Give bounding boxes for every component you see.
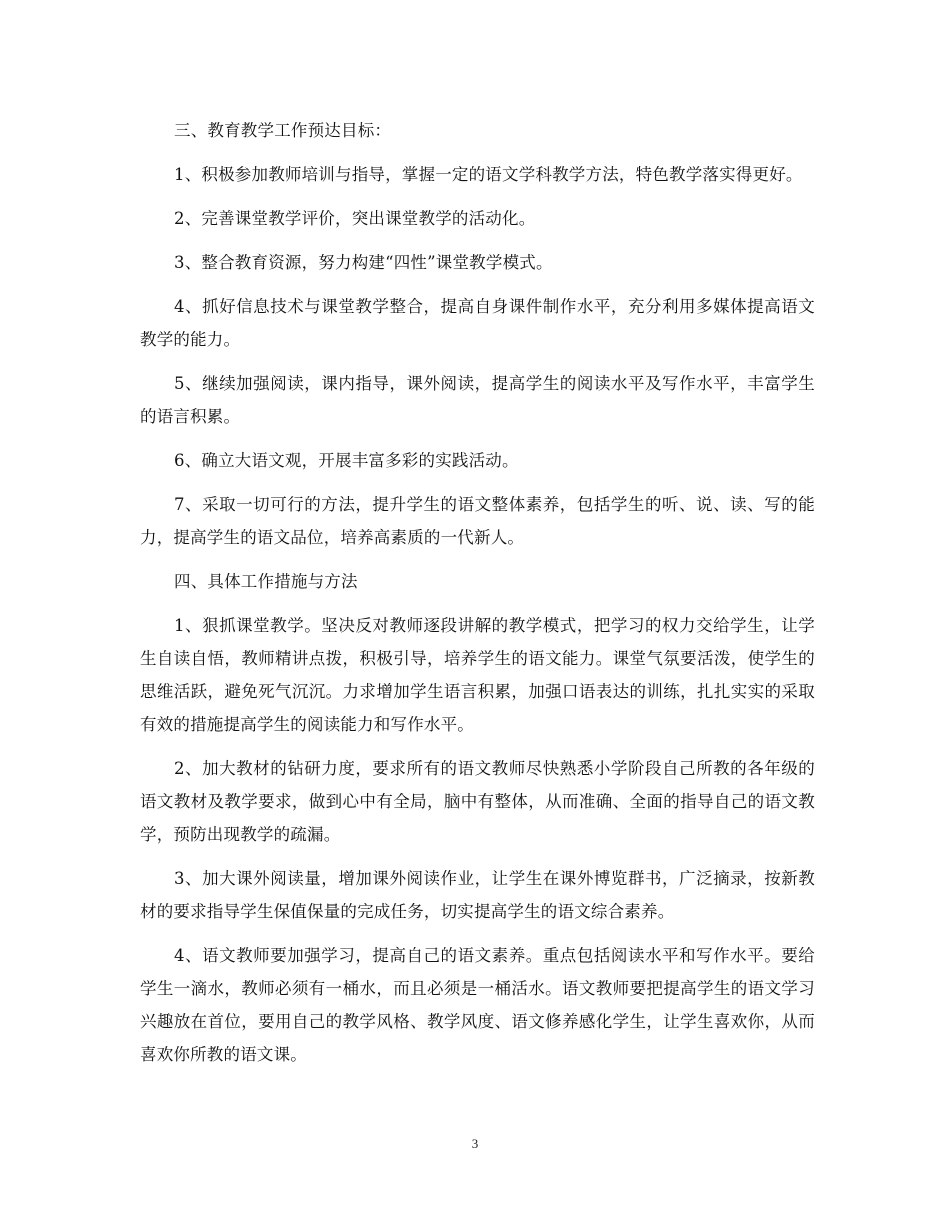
- section-heading-goals: 三、教育教学工作预达目标：: [174, 121, 392, 140]
- goal-item-4: 4、抓好信息技术与课堂教学整合，提高自身课件制作水平，充分利用多媒体提高语文教学的能力。: [140, 297, 815, 349]
- measure-item-4: 4、语文教师要加强学习，提高自己的语文素养。重点包括阅读水平和写作水平。要给学生一滴水，教师必须有一桶水，而且必须是一桶活水。语文教师要把提高学生的语文学习兴趣放在首位，要用自己的教学风格、教学风度、语文修养感化学生，让学生喜欢你，从而喜欢你所教的语文课。: [140, 946, 815, 1064]
- goal-item-6: 6、确立大语文观，开展丰富多彩的实践活动。: [174, 451, 519, 470]
- document-body: [140, 114, 815, 1082]
- page-number: 3: [471, 1136, 479, 1151]
- goal-item-3: 3、整合教育资源，努力构建“四性”课堂教学模式。: [174, 253, 553, 272]
- goal-item-7: 7、采取一切可行的方法，提升学生的语文整体素养，包括学生的听、说、读、写的能力，提高学生的语文品位，培养高素质的一代新人。: [140, 495, 815, 547]
- measure-item-1: 1、狠抓课堂教学。坚决反对教师逐段讲解的教学模式，把学习的权力交给学生，让学生自读自悟，教师精讲点拨，积极引导，培养学生的语文能力。课堂气氛要活泼，使学生的思维活跃，避免死气沉沉。力求增加学生语言积累，加强口语表达的训练，扎扎实实的采取有效的措施提高学生的阅读能力和写作水平。: [140, 616, 815, 734]
- section-heading-measures: 四、具体工作措施与方法: [174, 572, 358, 591]
- goal-item-2: 2、完善课堂教学评价，突出课堂教学的活动化。: [174, 209, 536, 228]
- goal-item-5: 5、继续加强阅读，课内指导，课外阅读，提高学生的阅读水平及写作水平，丰富学生的语言积累。: [140, 374, 815, 426]
- goal-item-1: 1、积极参加教师培训与指导，掌握一定的语文学科教学方法，特色教学落实得更好。: [174, 165, 803, 184]
- measure-item-3: 3、加大课外阅读量，增加课外阅读作业，让学生在课外博览群书，广泛摘录，按新教材的要求指导学生保值保量的完成任务，切实提高学生的语文综合素养。: [140, 869, 815, 921]
- measure-item-2: 2、加大教材的钻研力度，要求所有的语文教师尽快熟悉小学阶段自己所教的各年级的语文教材及教学要求，做到心中有全局，脑中有整体，从而准确、全面的指导自己的语文教学，预防出现教学的疏漏。: [140, 759, 815, 844]
